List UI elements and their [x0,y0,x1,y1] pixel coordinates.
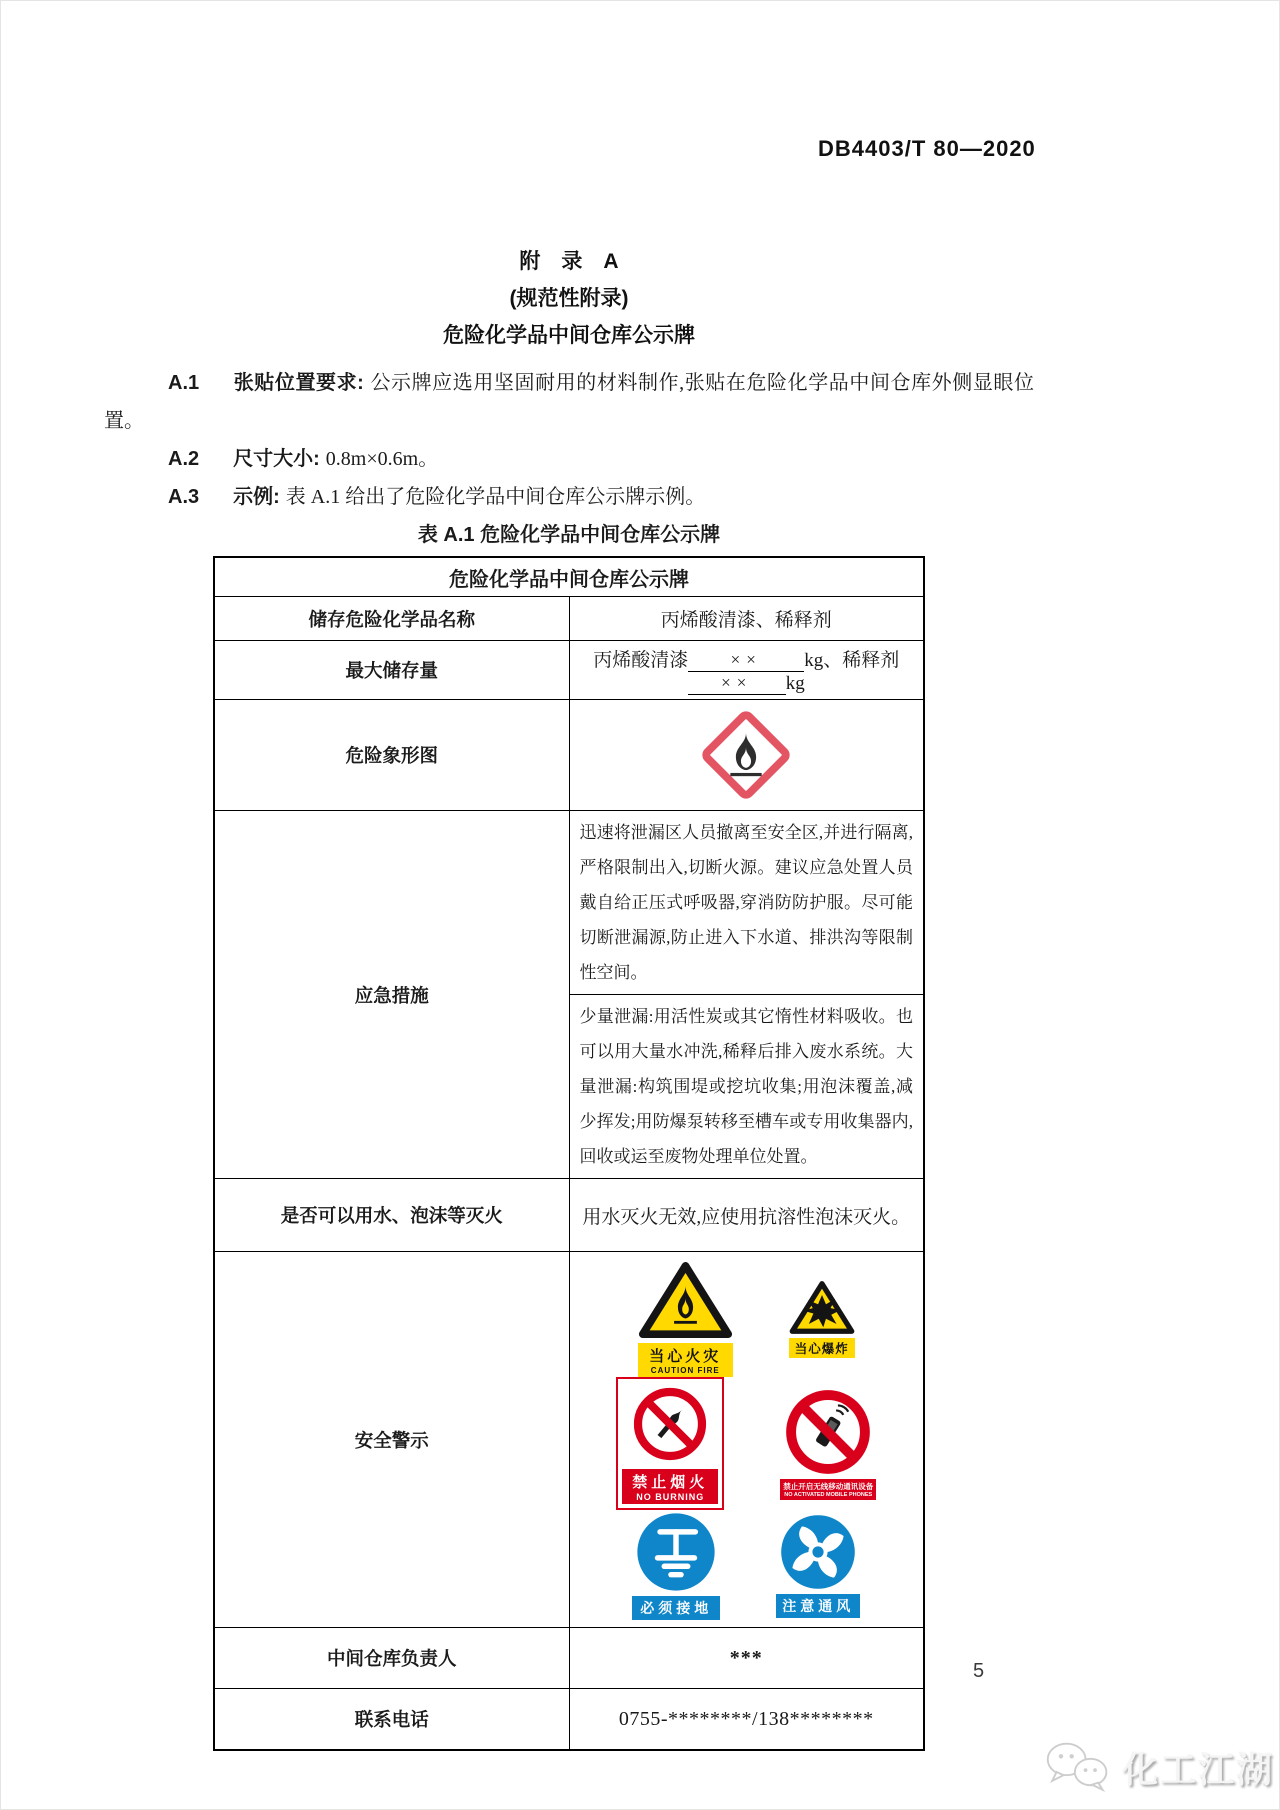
water-foam-label: 是否可以用水、泡沫等灭火 [214,1179,569,1252]
must-ground-caption [632,1596,720,1620]
must-ground-caption-cn: 必须接地 [640,1600,713,1616]
max-storage-prefix: 丙烯酸清漆 [593,650,689,671]
no-burning-icon [629,1383,711,1465]
warehouse-manager-value: *** [569,1628,924,1689]
clause-a1-label: 张贴位置要求: [233,372,364,394]
ventilation-sign [776,1512,860,1618]
no-burning-caption [622,1469,718,1504]
warehouse-manager-label: 中间仓库负责人 [214,1628,569,1689]
contact-phone-label: 联系电话 [214,1689,569,1751]
caution-fire-caption [638,1343,733,1377]
no-mobile-phone-icon [783,1387,873,1477]
clause-a1-number: A.1 [168,372,200,394]
table-row [214,641,924,700]
clause-a2-number: A.2 [168,448,200,470]
safety-signs-row-3 [571,1510,923,1620]
no-burning-sign [616,1377,724,1510]
no-mobile-phone-caption-en: NO ACTIVATED MOBILE PHONES [784,1492,873,1498]
pictogram-label: 危险象形图 [214,700,569,811]
safety-signs-row-2 [571,1377,923,1510]
max-storage-suffix: kg [785,673,805,694]
appendix-title-line3: 危险化学品中间仓库公示牌 [443,324,695,347]
watermark-text: 化工江湖 [1122,1748,1275,1790]
doc-code: DB4403/T 80—2020 [818,136,1036,161]
emergency-label: 应急措施 [214,811,569,1179]
max-storage-mid: kg、稀释剂 [804,650,900,671]
max-storage-blank-2: ×× [688,672,786,695]
caution-fire-caption-cn: 当心火灾 [649,1348,722,1365]
table-row [214,811,924,995]
caution-fire-sign [638,1259,733,1377]
table-row [214,557,924,597]
emergency-text-1: 迅速将泄漏区人员撤离至安全区,并进行隔离,严格限制出入,切断火源。建议应急处置人员戴自给正压式呼吸器,穿消防防护服。尽可能切断泄漏源,防止进入下水道、排洪沟等限制性空间。 [569,811,924,995]
caution-explosion-caption [789,1338,855,1358]
ground-icon [634,1510,718,1594]
safety-signs-grid [571,1253,923,1626]
contact-phone-value: 0755-********/138******** [569,1689,924,1751]
no-burning-caption-en: NO BURNING [636,1492,705,1502]
table-row [214,700,924,811]
no-mobile-phone-caption-cn: 禁止开启无线移动通讯设备 [783,1482,874,1491]
no-mobile-phone-caption [780,1479,876,1500]
explosion-icon [789,1279,855,1336]
caution-fire-caption-en: CAUTION FIRE [650,1366,720,1375]
clause-a3-number: A.3 [168,486,200,508]
caution-explosion-sign [789,1279,855,1358]
warning-flame-icon [638,1259,733,1341]
clause-a1 [104,364,1034,440]
ghs-flame-pictogram [580,709,914,801]
clause-a2-label: 尺寸大小: [233,448,320,470]
ghs-flame-icon [700,709,792,801]
caution-explosion-caption-cn: 当心爆炸 [794,1341,849,1356]
no-burning-caption-cn: 禁止烟火 [632,1474,709,1491]
notice-board-table [213,556,925,1751]
table-row [214,1179,924,1252]
table-row [214,1689,924,1751]
must-ground-sign [632,1510,720,1620]
max-storage-label: 最大储存量 [214,641,569,700]
appendix-title-line1: 附 录 A [519,250,619,273]
appendix-title-line2: (规范性附录) [509,287,629,310]
clause-a1-text: 公示牌应选用坚固耐用的材料制作,张贴在危险化学品中间仓库外侧显眼位置。 [104,372,1035,432]
clause-a3-text: 表 A.1 给出了危险化学品中间仓库公示牌示例。 [285,486,706,508]
table-row [214,597,924,641]
chat-bubbles-icon [1040,1738,1116,1796]
max-storage-value [569,641,924,700]
page-number: 5 [973,1660,985,1682]
clauses [104,364,1034,516]
stored-chemical-name-value: 丙烯酸清漆、稀释剂 [569,597,924,641]
content-column [104,0,1034,1751]
ventilation-caption [776,1594,860,1618]
emergency-text-2: 少量泄漏:用活性炭或其它惰性材料吸收。也可以用大量水冲洗,稀释后排入废水系统。大量泄漏:构筑围堤或挖坑收集;用泡沫覆盖,减少挥发;用防爆泵转移至槽车或专用收集器内,回收或运至废物处理单位处置。 [569,995,924,1179]
clause-a2-text: 0.8m×0.6m。 [325,448,439,470]
table-row [214,1252,924,1628]
safety-signs-row-1 [571,1259,923,1377]
ventilation-caption-cn: 注意通风 [782,1598,855,1614]
table-row [214,1628,924,1689]
clause-a3 [104,478,1034,516]
no-mobile-phone-sign [780,1387,876,1500]
clause-a3-label: 示例: [233,486,280,508]
no-burning-frame [616,1377,724,1510]
water-foam-value: 用水灭火无效,应使用抗溶性泡沫灭火。 [569,1179,924,1252]
table-header: 危险化学品中间仓库公示牌 [214,557,924,597]
max-storage-blank-1: ×× [688,649,804,672]
clause-a2 [104,440,1034,478]
table-caption: 表 A.1 危险化学品中间仓库公示牌 [417,524,721,546]
watermark [1040,1738,1274,1796]
safety-warning-label: 安全警示 [214,1252,569,1628]
appendix-title [104,243,1034,354]
fan-icon [778,1512,858,1592]
stored-chemical-name-label: 储存危险化学品名称 [214,597,569,641]
